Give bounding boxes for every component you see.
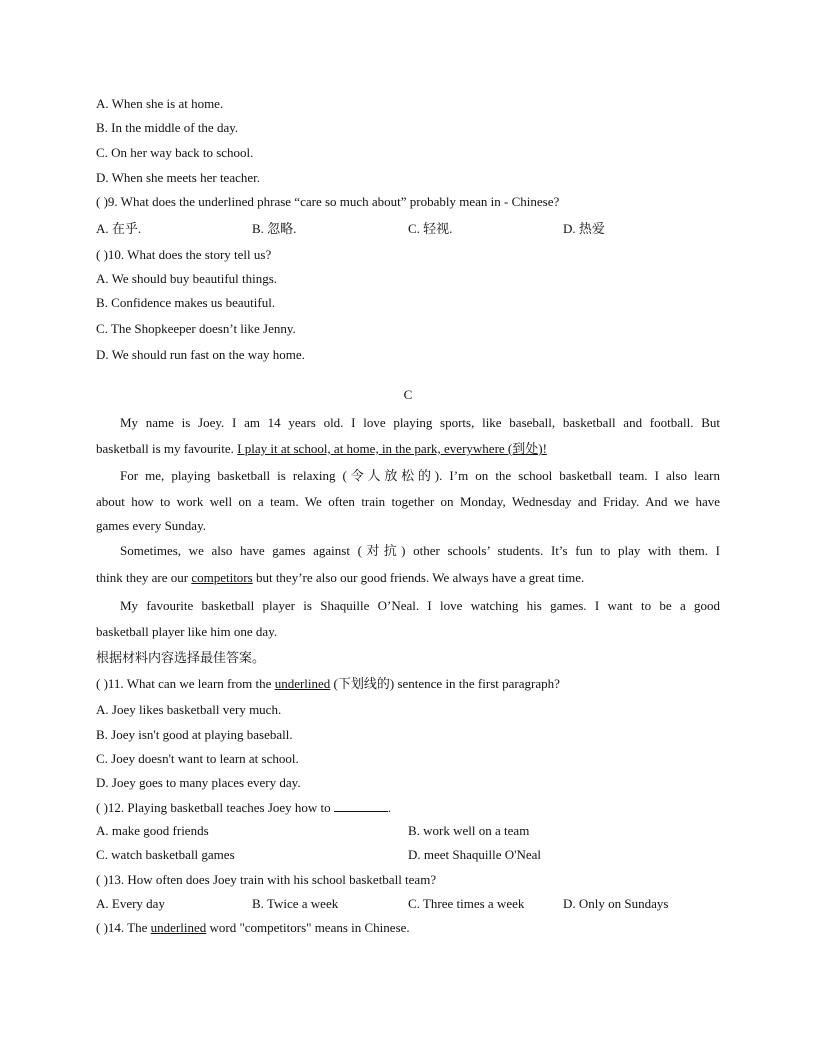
q12-option-c: C. watch basketball games [96, 847, 235, 862]
q12-stem-pre: ( )12. Playing basketball teaches Joey how to [96, 800, 334, 815]
q9-option-a: A. 在乎. [96, 221, 142, 236]
q10-option-c: C. The Shopkeeper doesn’t like Jenny. [96, 321, 296, 336]
q8-option-a: A. When she is at home. [96, 96, 224, 111]
q9-stem: ( )9. What does the underlined phrase “care so much about” probably mean in - Chinese? [96, 194, 560, 209]
passage-p1-line2-text: basketball is my favourite. [96, 441, 238, 456]
passage-p3-line1: Sometimes, we also have games against (对抗) other schools’ students. It’s fun to play with them. I [120, 543, 720, 558]
q14-stem-post: word "competitors" means in Chinese. [206, 920, 410, 935]
q13-option-d: D. Only on Sundays [563, 896, 669, 911]
q11-option-a: A. Joey likes basketball very much. [96, 702, 282, 717]
underlined-sentence: I play it at school, at home, in the park, everywhere (到处)! [237, 441, 547, 456]
q13-option-c: C. Three times a week [408, 896, 525, 911]
q9-option-c: C. 轻视. [408, 221, 453, 236]
q11-option-c: C. Joey doesn't want to learn at school. [96, 751, 299, 766]
q11-stem-pre: ( )11. What can we learn from the [96, 676, 275, 691]
passage-p1-line2 [96, 441, 547, 457]
q14-stem-pre: ( )14. The [96, 920, 151, 935]
q8-option-c: C. On her way back to school. [96, 145, 254, 160]
answer-blank [334, 799, 388, 812]
q13-stem: ( )13. How often does Joey train with his school basketball team? [96, 872, 437, 887]
q12-option-a: A. make good friends [96, 823, 209, 838]
q12-option-b: B. work well on a team [408, 823, 530, 838]
q10-option-b: B. Confidence makes us beautiful. [96, 295, 276, 310]
q13-option-b: B. Twice a week [252, 896, 339, 911]
q11-option-d: D. Joey goes to many places every day. [96, 775, 301, 790]
passage-instruction: 根据材料内容选择最佳答案。 [96, 650, 266, 665]
passage-heading: C [403, 387, 413, 402]
q8-option-d: D. When she meets her teacher. [96, 170, 260, 185]
q10-option-a: A. We should buy beautiful things. [96, 271, 278, 286]
q12-stem-post: . [387, 800, 392, 815]
q9-option-b: B. 忽略. [252, 221, 297, 236]
passage-p1-line1: My name is Joey. I am 14 years old. I love playing sports, like baseball, basketball and football. But [120, 415, 720, 430]
passage-p4-line2: basketball player like him one day. [96, 624, 278, 639]
q14-stem [96, 920, 410, 936]
q13-option-a: A. Every day [96, 896, 165, 911]
q11-stem [96, 676, 560, 692]
q12-stem [96, 799, 391, 816]
q11-option-b: B. Joey isn't good at playing baseball. [96, 727, 293, 742]
q10-option-d: D. We should run fast on the way home. [96, 347, 305, 362]
q11-underlined: underlined [274, 676, 331, 691]
passage-p2-line1: For me, playing basketball is relaxing (令人放松的). I’m on the school basketball team. I also learn [120, 468, 720, 483]
passage-p2-line3: games every Sunday. [96, 518, 206, 533]
underlined-word-competitors: competitors [191, 570, 253, 585]
q12-option-d: D. meet Shaquille O'Neal [408, 847, 542, 862]
q10-stem: ( )10. What does the story tell us? [96, 247, 272, 262]
passage-p3-line2-pre: think they are our [96, 570, 192, 585]
passage-p4-line1: My favourite basketball player is Shaquille O’Neal. I love watching his games. I want to be a good [120, 598, 720, 613]
q14-underlined: underlined [150, 920, 207, 935]
q8-option-b: B. In the middle of the day. [96, 120, 239, 135]
q9-option-d: D. 热爱 [563, 221, 605, 236]
passage-p3-line2-post: but they’re also our good friends. We always have a great time. [252, 570, 585, 585]
passage-p3-line2 [96, 570, 584, 586]
q11-stem-post: (下划线的) sentence in the first paragraph? [330, 676, 560, 691]
passage-p2-line2: about how to work well on a team. We often train together on Monday, Wednesday and Friday. And we have [96, 494, 720, 509]
